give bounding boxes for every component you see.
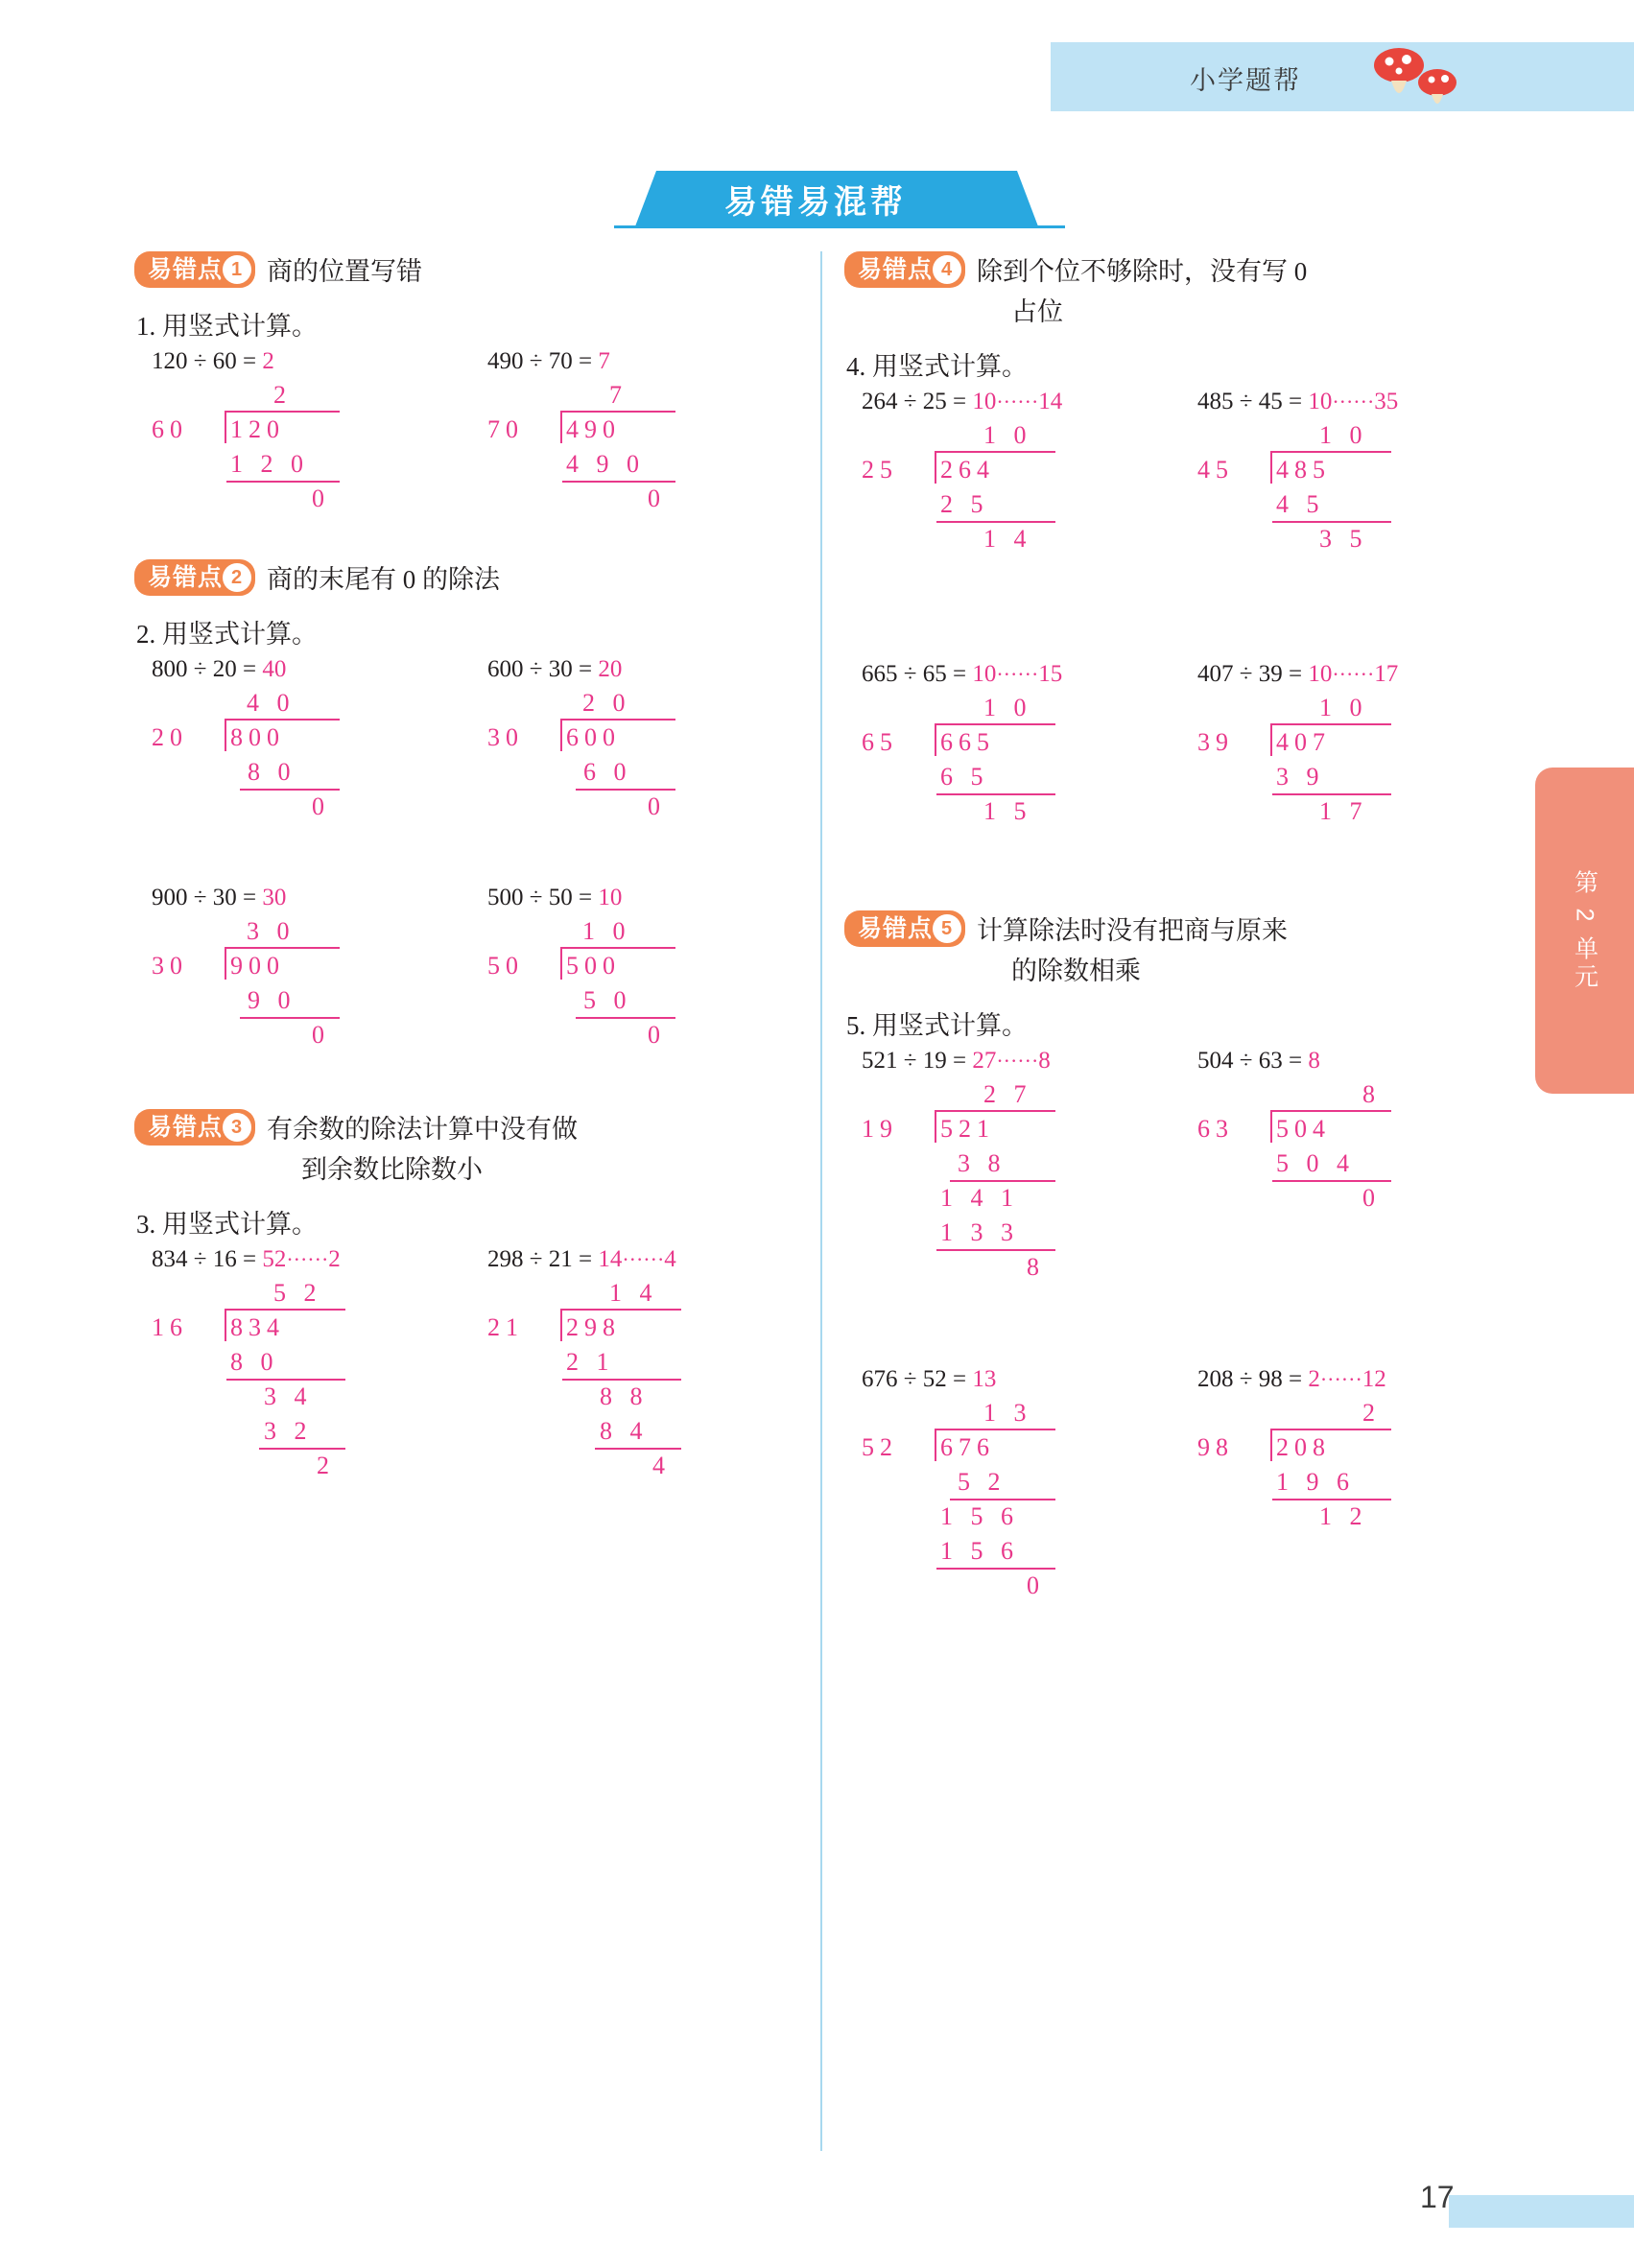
problem-cell (470, 1246, 806, 1509)
step: 1 3 3 (940, 1218, 1019, 1246)
long-division (1180, 694, 1516, 866)
equation: 208 ÷ 98 = 2······12 (1197, 1366, 1386, 1392)
step: 8 4 (600, 1417, 649, 1445)
error-point-2 (134, 559, 816, 600)
long-division (1180, 1080, 1516, 1320)
step: 6 5 (940, 763, 989, 791)
long-division (1180, 421, 1516, 594)
final-remainder: 8 (1027, 1253, 1045, 1281)
long-division (134, 1279, 470, 1509)
long-division (844, 1399, 1180, 1639)
problem-cell (1180, 389, 1516, 594)
error-point-5 (844, 910, 1526, 991)
quotient-digits: 1 0 (983, 421, 1032, 449)
error-point-number: 2 (223, 563, 251, 592)
dividend: 900 (230, 952, 285, 980)
error-point-badge (844, 251, 965, 288)
dividend: 600 (566, 723, 621, 751)
error-point-number: 1 (223, 255, 251, 284)
quotient-digits: 3 0 (247, 917, 296, 945)
error-point-4 (844, 251, 1526, 332)
divisor: 21 (487, 1313, 524, 1341)
final-remainder: 0 (312, 792, 330, 820)
problem-row (844, 389, 1526, 594)
quotient-digits: 2 (273, 381, 292, 409)
error-point-badge-label: 易错点 (148, 256, 224, 283)
dividend: 504 (1276, 1115, 1331, 1143)
final-remainder: 1 7 (1319, 797, 1368, 825)
divisor: 60 (152, 415, 188, 443)
equation: 264 ÷ 25 = 10······14 (862, 389, 1063, 414)
error-point-heading: 有余数的除法计算中没有做 到余数比除数小 (267, 1115, 579, 1184)
problem-cell (134, 885, 470, 1071)
step: 8 0 (248, 758, 296, 786)
quotient-digits: 1 3 (983, 1399, 1032, 1427)
step: 5 2 (958, 1468, 1006, 1496)
quotient-digits: 2 (1362, 1399, 1381, 1427)
equation: 500 ÷ 50 = 10 (487, 885, 623, 910)
dividend: 500 (566, 952, 621, 980)
final-remainder: 2 (317, 1452, 335, 1479)
problem-cell (134, 656, 470, 842)
long-division (1180, 1399, 1516, 1639)
final-remainder: 0 (1362, 1184, 1381, 1212)
dividend: 485 (1276, 456, 1331, 484)
equation: 834 ÷ 16 = 52······2 (152, 1246, 341, 1272)
left-column (134, 251, 816, 1509)
right-column (844, 251, 1526, 1639)
final-remainder: 0 (312, 484, 330, 512)
step: 2 5 (940, 490, 989, 518)
error-point-badge-label: 易错点 (858, 256, 934, 283)
page-number: 17 (1420, 2180, 1455, 2214)
equation: 485 ÷ 45 = 10······35 (1197, 389, 1399, 414)
step: 3 9 (1276, 763, 1325, 791)
equation: 120 ÷ 60 = 2 (152, 348, 274, 374)
column-divider (820, 251, 822, 2151)
error-point-number: 4 (933, 255, 961, 284)
step: 5 0 4 (1276, 1149, 1355, 1177)
mushroom-icon (1362, 38, 1478, 115)
dividend: 800 (230, 723, 285, 751)
long-division (134, 381, 470, 534)
instruction-3: 3. 用竖式计算。 (136, 1210, 318, 1239)
step: 4 9 0 (566, 450, 645, 478)
divisor: 25 (862, 456, 898, 484)
final-remainder: 0 (648, 1021, 666, 1049)
long-division (134, 689, 470, 842)
equation: 600 ÷ 30 = 20 (487, 656, 623, 682)
problem-cell (470, 348, 806, 534)
quotient-digits: 1 0 (983, 694, 1032, 721)
problem-cell (1180, 1366, 1516, 1639)
error-point-badge (134, 1109, 255, 1146)
problem-cell (134, 348, 470, 534)
final-remainder: 3 5 (1319, 525, 1368, 553)
unit-side-tab-label: 第 2 单元 (1571, 869, 1598, 992)
dividend: 407 (1276, 728, 1331, 756)
error-point-badge (134, 251, 255, 288)
divisor: 20 (152, 723, 188, 751)
equation: 298 ÷ 21 = 14······4 (487, 1246, 676, 1272)
long-division (470, 1279, 806, 1509)
step: 8 8 (600, 1382, 649, 1410)
problem-row (134, 1246, 816, 1509)
step: 9 0 (248, 986, 296, 1014)
quotient-digits: 8 (1362, 1080, 1381, 1108)
divisor: 45 (1197, 456, 1234, 484)
final-remainder: 0 (312, 1021, 330, 1049)
problem-cell (470, 885, 806, 1071)
step: 6 0 (583, 758, 632, 786)
divisor: 30 (487, 723, 524, 751)
equation: 800 ÷ 20 = 40 (152, 656, 287, 682)
equation: 665 ÷ 65 = 10······15 (862, 661, 1063, 687)
error-point-heading: 商的末尾有 0 的除法 (267, 565, 501, 594)
step: 2 1 (566, 1348, 615, 1376)
dividend: 834 (230, 1313, 285, 1341)
quotient-digits: 5 2 (273, 1279, 322, 1307)
dividend: 521 (940, 1115, 995, 1143)
equation: 900 ÷ 30 = 30 (152, 885, 287, 910)
long-division (844, 694, 1180, 866)
divisor: 16 (152, 1313, 188, 1341)
divisor: 65 (862, 728, 898, 756)
step: 1 2 0 (230, 450, 309, 478)
dividend: 676 (940, 1433, 995, 1461)
step: 1 4 1 (940, 1184, 1019, 1212)
divisor: 19 (862, 1115, 898, 1143)
instruction-4: 4. 用竖式计算。 (846, 352, 1028, 381)
header-title: 小学题帮 (1190, 66, 1301, 95)
error-point-3 (134, 1109, 816, 1190)
final-remainder: 1 4 (983, 525, 1032, 553)
equation: 676 ÷ 52 = 13 (862, 1366, 997, 1392)
quotient-digits: 4 0 (247, 689, 296, 717)
instruction-5: 5. 用竖式计算。 (846, 1011, 1028, 1040)
problem-cell (1180, 661, 1516, 866)
error-point-badge (134, 559, 255, 596)
instruction-1: 1. 用竖式计算。 (136, 312, 318, 341)
error-point-number: 5 (933, 914, 961, 943)
final-remainder: 1 2 (1319, 1502, 1368, 1530)
problem-cell (844, 661, 1180, 866)
problem-cell (470, 656, 806, 842)
problem-row (134, 348, 816, 534)
long-division (844, 1080, 1180, 1320)
problem-row (134, 656, 816, 842)
problem-cell (844, 389, 1180, 594)
quotient-digits: 7 (609, 381, 628, 409)
final-remainder: 0 (1027, 1571, 1045, 1599)
step: 1 5 6 (940, 1537, 1019, 1565)
footer-band (1449, 2195, 1634, 2228)
quotient-digits: 1 4 (609, 1279, 658, 1307)
final-remainder: 1 5 (983, 797, 1032, 825)
error-point-number: 3 (223, 1113, 251, 1142)
error-point-heading: 商的位置写错 (267, 257, 423, 286)
dividend: 120 (230, 415, 285, 443)
long-division (844, 421, 1180, 594)
error-point-heading: 计算除法时没有把商与原来 的除数相乘 (977, 916, 1289, 985)
dividend: 490 (566, 415, 621, 443)
divisor: 63 (1197, 1115, 1234, 1143)
step: 5 0 (583, 986, 632, 1014)
dividend: 208 (1276, 1433, 1331, 1461)
problem-row (134, 885, 816, 1071)
divisor: 70 (487, 415, 524, 443)
equation: 504 ÷ 63 = 8 (1197, 1048, 1320, 1074)
step: 1 9 6 (1276, 1468, 1355, 1496)
problem-row (844, 1048, 1526, 1320)
problem-cell (844, 1366, 1180, 1639)
divisor: 50 (487, 952, 524, 980)
step: 4 5 (1276, 490, 1325, 518)
problem-row (844, 1366, 1526, 1639)
dividend: 264 (940, 456, 995, 484)
error-point-1 (134, 251, 816, 292)
final-remainder: 0 (648, 792, 666, 820)
error-point-badge-label: 易错点 (148, 1114, 224, 1141)
divisor: 98 (1197, 1433, 1234, 1461)
final-remainder: 0 (648, 484, 666, 512)
dividend: 665 (940, 728, 995, 756)
final-remainder: 4 (652, 1452, 671, 1479)
page-title-text: 易错易混帮 (724, 183, 907, 221)
step: 1 5 6 (940, 1502, 1019, 1530)
long-division (470, 689, 806, 842)
quotient-digits: 1 0 (1319, 694, 1368, 721)
problem-cell (844, 1048, 1180, 1320)
long-division (470, 381, 806, 534)
equation: 490 ÷ 70 = 7 (487, 348, 610, 374)
quotient-digits: 2 7 (983, 1080, 1032, 1108)
error-point-badge-label: 易错点 (148, 564, 224, 591)
step: 8 0 (230, 1348, 279, 1376)
quotient-digits: 1 0 (1319, 421, 1368, 449)
problem-row (844, 661, 1526, 866)
error-point-heading: 除到个位不够除时，没有写 0 占位 (977, 257, 1308, 326)
step: 3 2 (264, 1417, 313, 1445)
divisor: 30 (152, 952, 188, 980)
step: 3 4 (264, 1382, 313, 1410)
equation: 407 ÷ 39 = 10······17 (1197, 661, 1399, 687)
unit-side-tab (1535, 768, 1634, 1094)
equation: 521 ÷ 19 = 27······8 (862, 1048, 1051, 1074)
divisor: 52 (862, 1433, 898, 1461)
error-point-badge-label: 易错点 (858, 915, 934, 942)
instruction-2: 2. 用竖式计算。 (136, 620, 318, 649)
problem-cell (1180, 1048, 1516, 1320)
header-band (1051, 42, 1634, 111)
problem-cell (134, 1246, 470, 1509)
long-division (470, 917, 806, 1071)
divisor: 39 (1197, 728, 1234, 756)
error-point-badge (844, 910, 965, 947)
quotient-digits: 1 0 (582, 917, 631, 945)
step: 3 8 (958, 1149, 1006, 1177)
page-title (614, 171, 1065, 230)
dividend: 298 (566, 1313, 621, 1341)
long-division (134, 917, 470, 1071)
quotient-digits: 2 0 (582, 689, 631, 717)
